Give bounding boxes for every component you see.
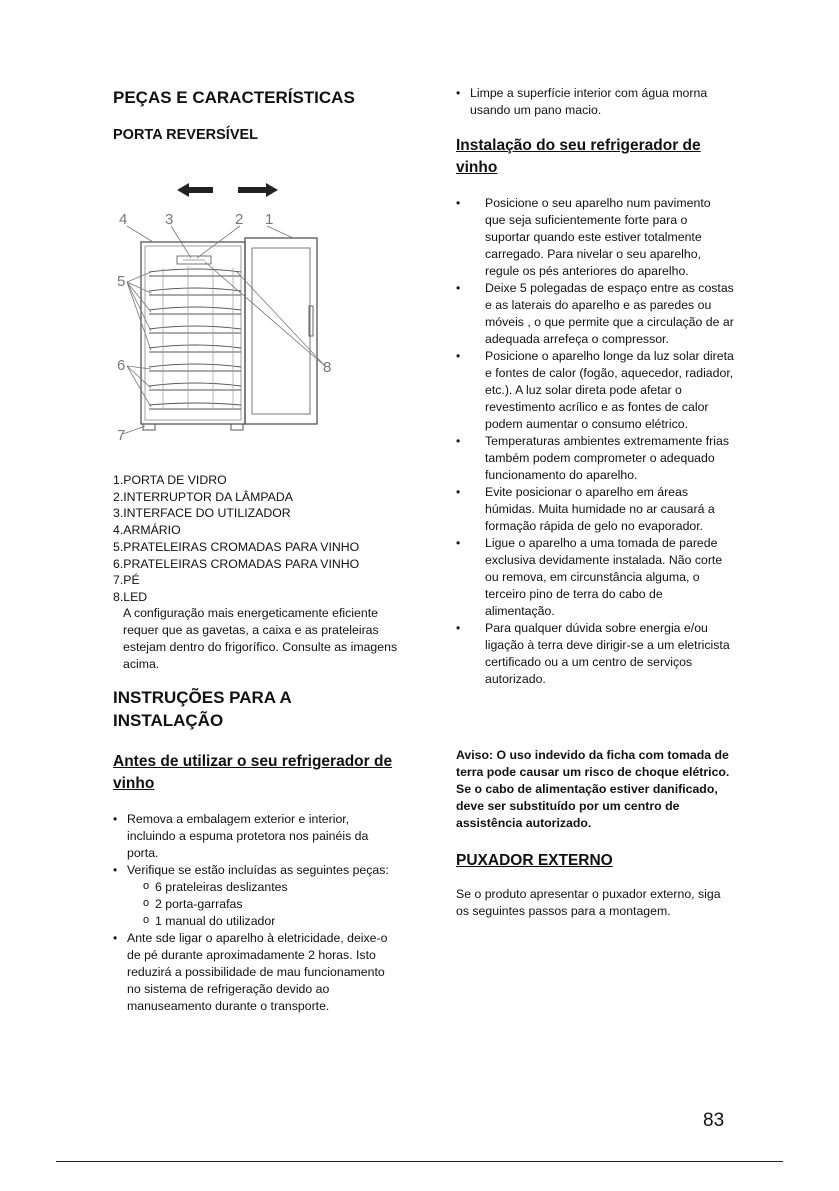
list-item: 8.LED: [113, 589, 148, 604]
list-item: 6.PRATELEIRAS CROMADAS PARA VINHO: [113, 556, 360, 571]
warning-text: Aviso: O uso indevido da ficha com tomada de terra pode causar um risco de choque elétrico. Se o cabo de alimentação estiver danificado, deve ser substituído por um centro de assistência autorizado.: [456, 748, 730, 830]
glass-door: [245, 238, 317, 424]
handle-text: Se o produto apresentar o puxador externo, siga os seguintes passos para a montagem.: [456, 887, 721, 918]
diagram-label-7: 7: [117, 427, 126, 444]
list-item: • Posicione o aparelho longe da luz solar direta e fontes de calor (fogão, aquecedor, radiador, etc.). A luz solar direta pode afetar o revestimento acrílico e as fontes de calor podem aumentar o consumo elétrico.: [456, 348, 734, 433]
heading-parts: PEÇAS E CARACTERÍSTICAS: [113, 88, 355, 107]
energy-note: A configuração mais energeticamente eficiente requer que as gavetas, a caixa e as prateleiras estejam dentro do frigorífico. Consulte as imagens acima.: [123, 606, 398, 671]
list-item: • Evite posicionar o aparelho em áreas húmidas. Muita humidade no ar causará a formação rápida de gelo no evaporador.: [456, 484, 734, 535]
heading-reversible-door: PORTA REVERSÍVEL: [113, 127, 259, 143]
heading-install-unit: Instalação do seu refrigerador de vinho: [456, 137, 701, 176]
parts-list: [113, 472, 403, 606]
list-item: 4.ARMÁRIO: [113, 523, 181, 538]
list-item: • Para qualquer dúvida sobre energia e/ou ligação à terra deve dirigir-se a um eletricista certificado ou a um centro de serviços autorizado.: [456, 620, 734, 688]
page-number: 83: [703, 1110, 725, 1131]
sub-list-item: o 2 porta-garrafas: [127, 896, 393, 913]
list-item: 7.PÉ: [113, 573, 140, 588]
list-item: 2.INTERRUPTOR DA LÂMPADA: [113, 489, 293, 504]
diagram-label-1: 1: [265, 211, 274, 228]
install-list: [456, 195, 734, 688]
list-item: [113, 862, 393, 930]
heading-before-use: Antes de utilizar o seu refrigerador de vinho: [113, 753, 393, 792]
list-item: 5.PRATELEIRAS CROMADAS PARA VINHO: [113, 539, 360, 554]
diagram-label-8: 8: [323, 359, 332, 376]
sub-list-item: o 6 prateleiras deslizantes: [127, 879, 393, 896]
diagram-label-2: 2: [235, 211, 244, 228]
sub-list-item: o 1 manual do utilizador: [127, 913, 393, 930]
list-item: • Limpe a superfície interior com água morna usando um pano macio.: [456, 85, 731, 119]
list-item: • Ante sde ligar o aparelho à eletricidade, deixe-o de pé durante aproximadamente 2 horas. Isto reduzirá a possibilidade de mau funcionamento no sistema de refrigeração devido ao manuseamento durante o transporte.: [113, 930, 393, 1015]
cleaning-list: [456, 85, 731, 119]
diagram-label-4: 4: [119, 211, 128, 228]
list-item: • Deixe 5 polegadas de espaço entre as costas e as laterais do aparelho e as paredes ou móveis , o que permite que a circulação de ar adequada arrefeça o compressor.: [456, 280, 734, 348]
footer-divider: [56, 1161, 783, 1162]
heading-external-handle: PUXADOR EXTERNO: [456, 852, 613, 869]
included-parts-list: [127, 879, 393, 930]
list-item: • Remova a embalagem exterior e interior, incluindo a espuma protetora nos painéis da porta.: [113, 811, 393, 862]
list-item-text: Verifique se estão incluídas as seguintes peças:: [127, 863, 389, 877]
diagram-label-5: 5: [117, 273, 126, 290]
heading-installation: INSTRUÇÕES PARA A INSTALAÇÃO: [113, 688, 292, 730]
list-item: 1.PORTA DE VIDRO: [113, 473, 227, 487]
list-item: 3.INTERFACE DO UTILIZADOR: [113, 506, 291, 521]
list-item: • Ligue o aparelho a uma tomada de parede exclusiva devidamente instalada. Não corte ou remova, em circunstância alguma, o terceiro pino de terra do cabo de alimentação.: [456, 535, 734, 620]
list-item: • Temperaturas ambientes extremamente frias também podem comprometer o adequado funcionamento do aparelho.: [456, 433, 734, 484]
arrow-right-icon: [238, 183, 278, 197]
wine-cooler-diagram: [113, 176, 353, 446]
before-use-list: [113, 811, 393, 1015]
diagram-label-6: 6: [117, 357, 126, 374]
list-item: • Posicione o seu aparelho num pavimento que seja suficientemente forte para o suportar quando este estiver totalmente carregado. Para nivelar o seu aparelho, regule os pés anteriores do aparelho.: [456, 195, 734, 280]
diagram-label-3: 3: [165, 211, 174, 228]
arrow-left-icon: [177, 183, 213, 197]
